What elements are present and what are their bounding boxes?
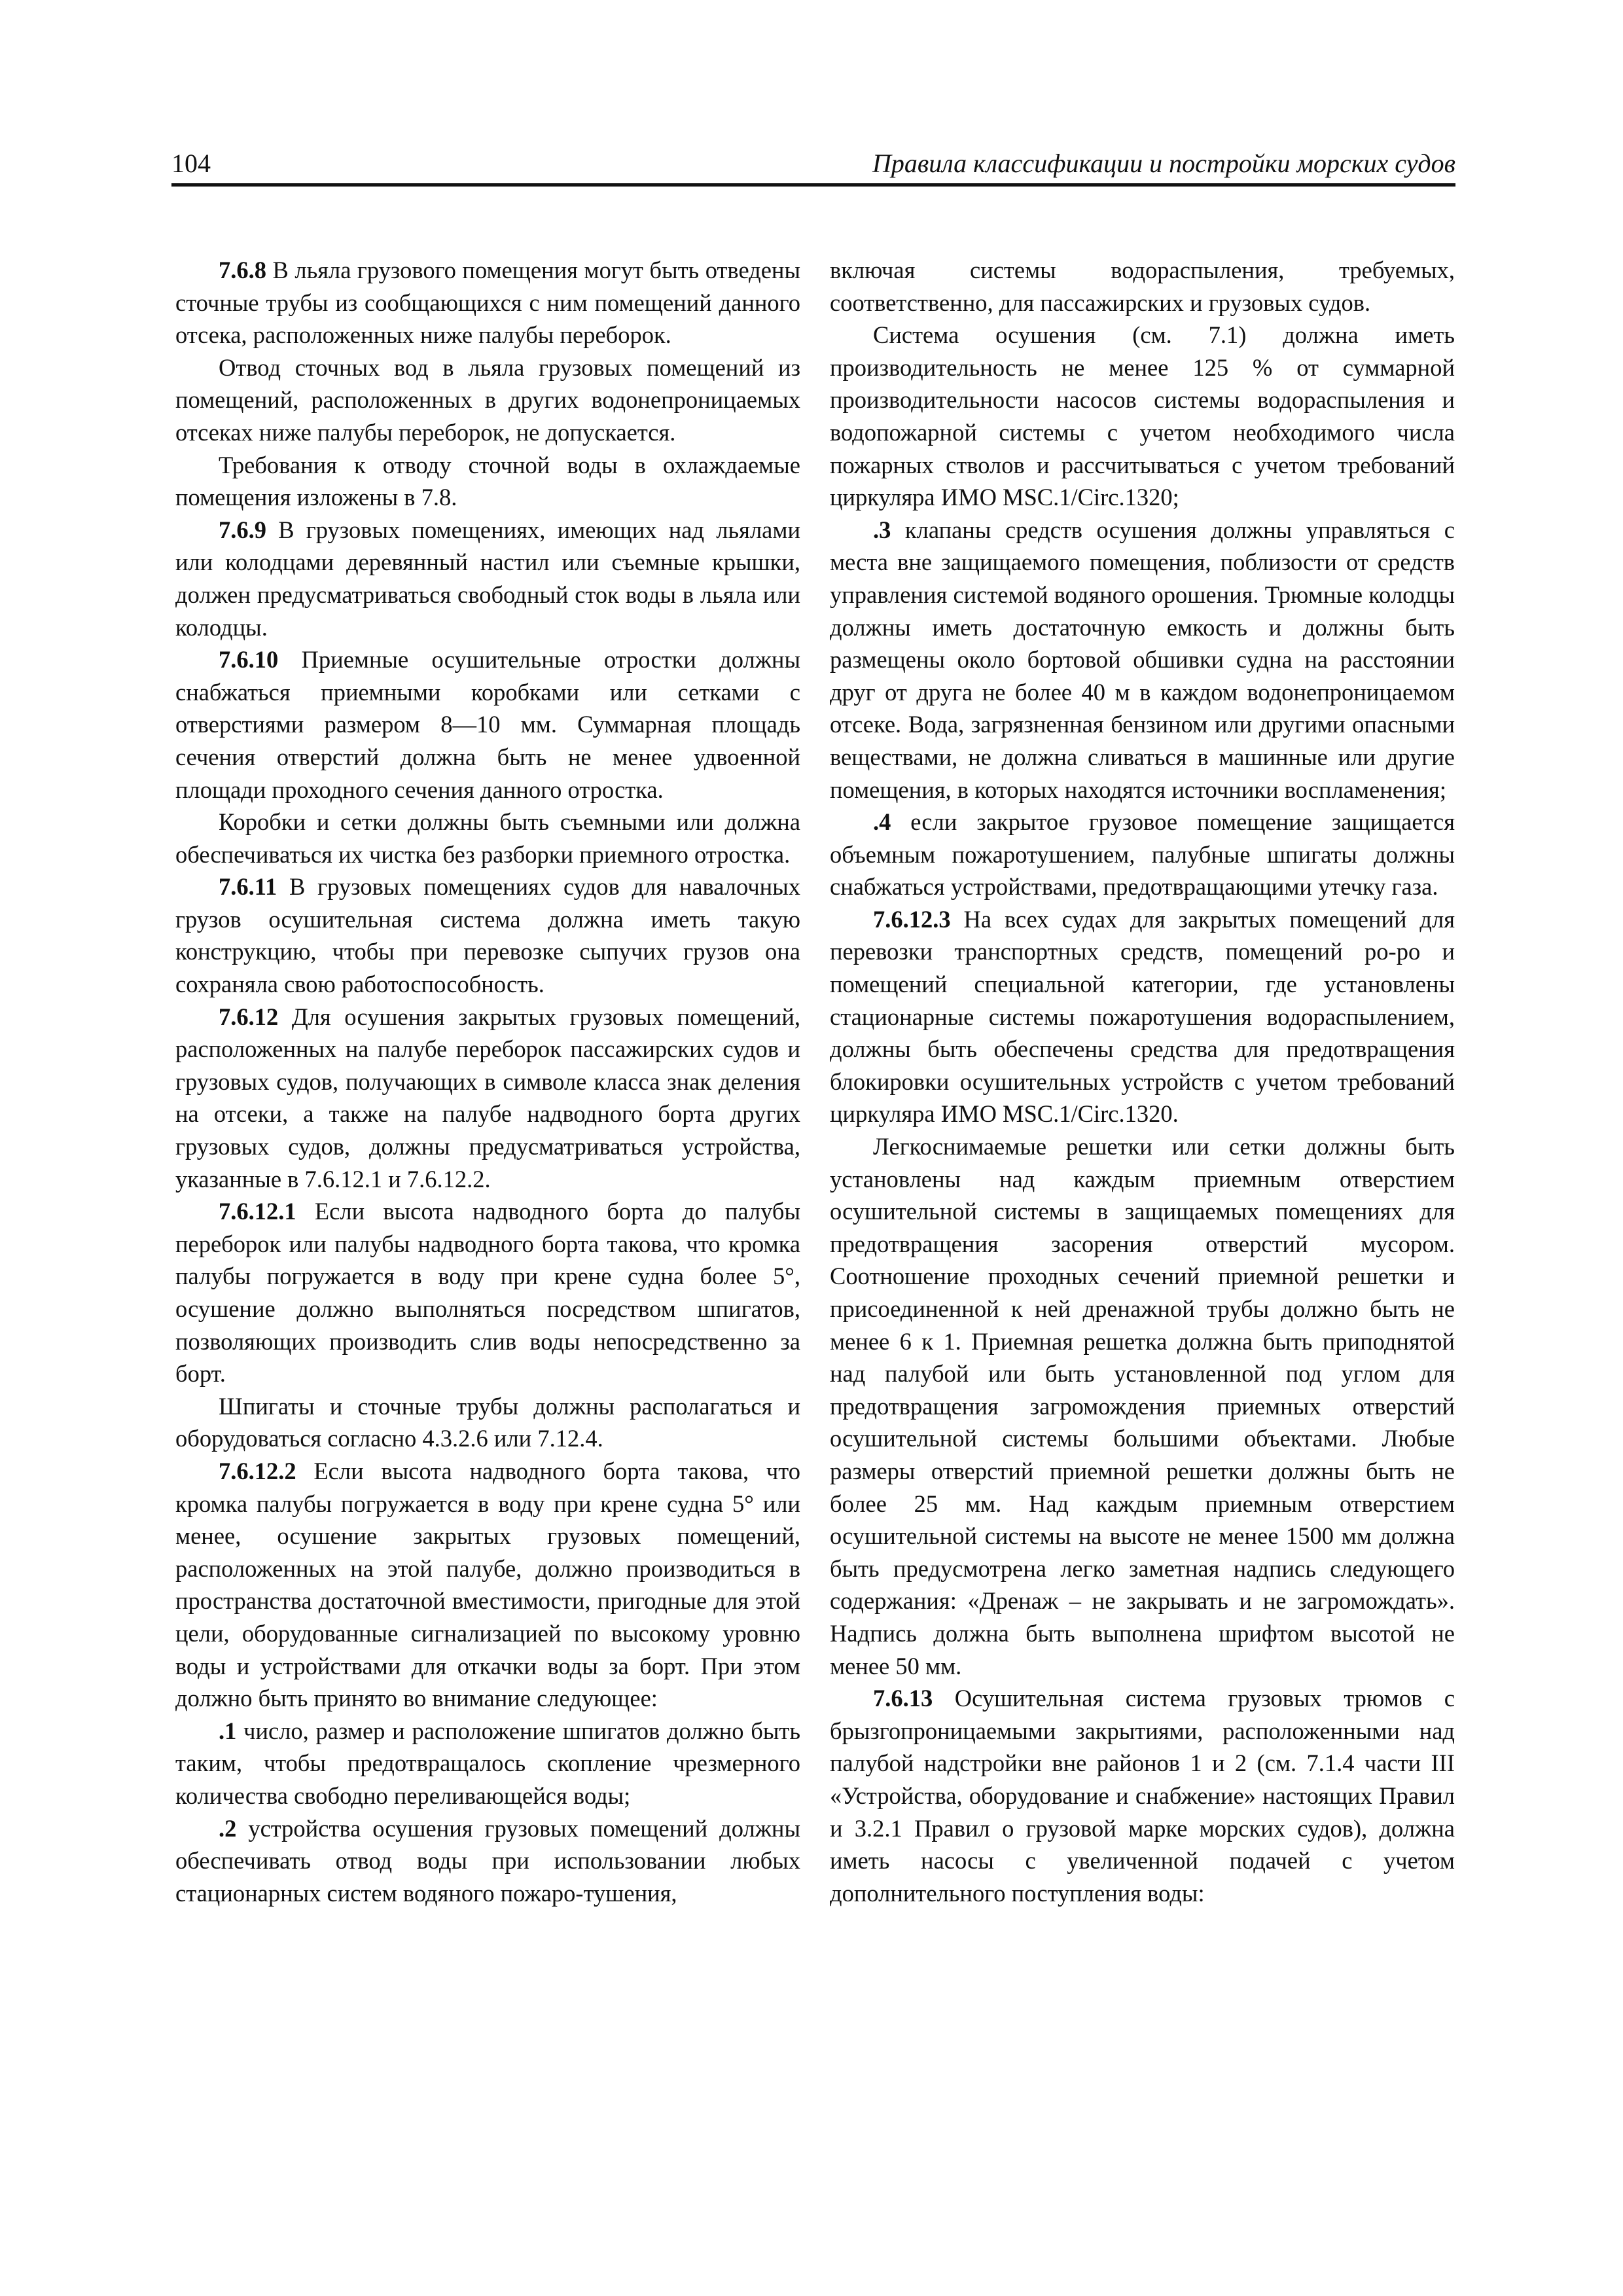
clause-number: .3: [873, 516, 891, 543]
paragraph: [830, 254, 1455, 319]
paragraph-text: если закрытое грузовое помещение защищается объемным пожаротушением, палубные шпигаты должны снабжаться устройствами, предотвращающими утечку газа.: [830, 808, 1455, 901]
paragraph: [175, 1001, 800, 1196]
clause-number: .4: [873, 808, 891, 836]
paragraph-text: На всех судах для закрытых помещений для перевозки транспортных средств, помещений ро-ро и помещений специальной категории, где установлены стационарные системы пожаротушения водораспылением, должны быть обеспечены средства для предотвращения блокировки осушительных устройств с учетом требований циркуляра ИМО MSC.1/Circ.1320.: [830, 905, 1455, 1128]
clause-number: 7.6.13: [873, 1685, 933, 1712]
clause-number: 7.6.8: [219, 257, 266, 283]
paragraph-text: В грузовых помещениях, имеющих над льялами или колодцами деревянный настил или съемные крышки, должен предусматриваться свободный сток воды в льяла или колодцы.: [175, 516, 800, 641]
left-column: [175, 254, 800, 1909]
paragraph: [175, 1195, 800, 1390]
paragraph-text: Отвод сточных вод в льяла грузовых помещений из помещений, расположенных в других водонепроницаемых отсеках ниже палубы переборок, не допускается.: [175, 353, 800, 446]
paragraph: [175, 806, 800, 870]
paragraph-text: В льяла грузового помещения могут быть отведены сточные трубы из сообщающихся с ним помещений данного отсека, расположенных ниже палубы переборок.: [175, 257, 800, 349]
paragraph: [830, 319, 1455, 514]
clause-number: 7.6.12.2: [219, 1457, 296, 1484]
paragraph: [175, 1390, 800, 1455]
page-number: 104: [171, 149, 211, 178]
paragraph-text: Осушительная система грузовых трюмов с брызгопроницаемыми закрытиями, расположенными над палубой надстройки вне районов 1 и 2 (см. 7.1.4 части III «Устройства, оборудование и снабжение» настоящих Правил и 3.2.1 Правил о грузовой марке морских судов), должна иметь насосы с увеличенной подачей с учетом дополнительного поступления воды:: [830, 1685, 1455, 1907]
clause-number: 7.6.9: [219, 516, 266, 543]
paragraph: [175, 1455, 800, 1715]
paragraph: [830, 806, 1455, 903]
paragraph: [175, 449, 800, 514]
paragraph: [175, 643, 800, 806]
paragraph: [830, 514, 1455, 806]
paragraph: [175, 351, 800, 449]
paragraph-text: Требования к отводу сточной воды в охлаждаемые помещения изложены в 7.8.: [175, 451, 800, 511]
clause-number: 7.6.12.1: [219, 1198, 296, 1225]
paragraph-text: Если высота надводного борта такова, что кромка палубы погружается в воду при крене судна 5° или менее, осушение закрытых грузовых помещений, расположенных на этой палубе, должно производиться в пространства достаточной вместимости, пригодные для этой цели, оборудованные сигнализацией по высокому уровню воды и устройствами для откачки воды за борт. При этом должно быть принято во внимание следующее:: [175, 1457, 800, 1712]
paragraph-text: Шпигаты и сточные трубы должны располагаться и оборудоваться согласно 4.3.2.6 или 7.12.4.: [175, 1392, 800, 1452]
paragraph-text: Для осушения закрытых грузовых помещений, расположенных на палубе переборок пассажирских судов и грузовых судов, получающих в символе класса знак деления на отсеки, а также на палубе надводного борта других грузовых судов, должны предусматриваться устройства, указанные в 7.6.12.1 и 7.6.12.2.: [175, 1003, 800, 1193]
running-title: Правила классификации и постройки морских судов: [872, 149, 1455, 178]
paragraph-text: Легкоснимаемые решетки или сетки должны быть установлены над каждым приемным отверстием осушительной системы в защищаемых помещениях для предотвращения засорения отверстий мусором. Соотношение проходных сечений приемной решетки и присоединенной к ней дренажной трубы должно быть не менее 6 к 1. Приемная решетка должна быть приподнятой над палубой или быть установленной под углом для предотвращения загромождения приемных отверстий осушительной системы большими объектами. Любые размеры отверстий приемной решетки должны быть не более 25 мм. Над каждым приемным отверстием осушительной системы на высоте не менее 1500 мм должна быть предусмотрена легко заметная надпись следующего содержания: «Дренаж – не закрывать и не загромождать». Надпись должна быть выполнена шрифтом высотой не менее 50 мм.: [830, 1133, 1455, 1679]
clause-number: 7.6.11: [219, 873, 277, 901]
paragraph: [175, 870, 800, 1000]
paragraph-text: число, размер и расположение шпигатов должно быть таким, чтобы предотвращалось скопление чрезмерного количества свободно переливающейся воды;: [175, 1717, 800, 1809]
clause-number: 7.6.12: [219, 1003, 279, 1030]
paragraph: [175, 514, 800, 643]
paragraph: [175, 254, 800, 351]
paragraph-text: клапаны средств осушения должны управляться с места вне защищаемого помещения, поблизости от средств управления системой водяного орошения. Трюмные колодцы должны иметь достаточную емкость и должны быть размещены около бортовой обшивки судна на расстоянии друг от друга не более 40 м в каждом водонепроницаемом отсеке. Вода, загрязненная бензином или другими опасными веществами, не должна сливаться в машинные или другие помещения, в которых находятся источники воспламенения;: [830, 516, 1455, 803]
paragraph: [830, 903, 1455, 1130]
paragraph-text: включая системы водораспыления, требуемых, соответственно, для пассажирских и грузовых судов.: [830, 257, 1455, 316]
right-column: [830, 254, 1455, 1909]
clause-number: .1: [219, 1717, 237, 1744]
paragraph-text: устройства осушения грузовых помещений должны обеспечивать отвод воды при использовании любых стационарных систем водяного пожаро-тушения,: [175, 1814, 800, 1907]
paragraph: [175, 1715, 800, 1812]
page-header: [171, 143, 1455, 187]
paragraph-text: Если высота надводного борта до палубы переборок или палубы надводного борта такова, что кромка палубы погружается в воду при крене судна более 5°, осушение должно выполняться посредством шпигатов, позволяющих производить слив воды непосредственно за борт.: [175, 1198, 800, 1388]
paragraph-text: Приемные осушительные отростки должны снабжаться приемными коробками или сетками с отверстиями размером 8—10 мм. Суммарная площадь сечения отверстий должна быть не менее удвоенной площади проходного сечения данного отростка.: [175, 646, 800, 803]
paragraph-text: В грузовых помещениях судов для навалочных грузов осушительная система должна иметь такую конструкцию, чтобы при перевозке сыпучих грузов она сохраняла свою работоспособность.: [175, 873, 800, 998]
paragraph-text: Коробки и сетки должны быть съемными или должна обеспечиваться их чистка без разборки приемного отростка.: [175, 808, 800, 868]
paragraph: [175, 1812, 800, 1910]
clause-number: 7.6.10: [219, 646, 279, 673]
clause-number: 7.6.12.3: [873, 905, 951, 933]
paragraph-text: Система осушения (см. 7.1) должна иметь производительность не менее 125 % от суммарной производительности насосов системы водораспыления и водопожарной системы с учетом необходимого числа пожарных стволов и рассчитываться с учетом требований циркуляра ИМО MSC.1/Circ.1320;: [830, 321, 1455, 511]
paragraph: [830, 1130, 1455, 1682]
clause-number: .2: [219, 1814, 237, 1842]
paragraph: [830, 1682, 1455, 1909]
